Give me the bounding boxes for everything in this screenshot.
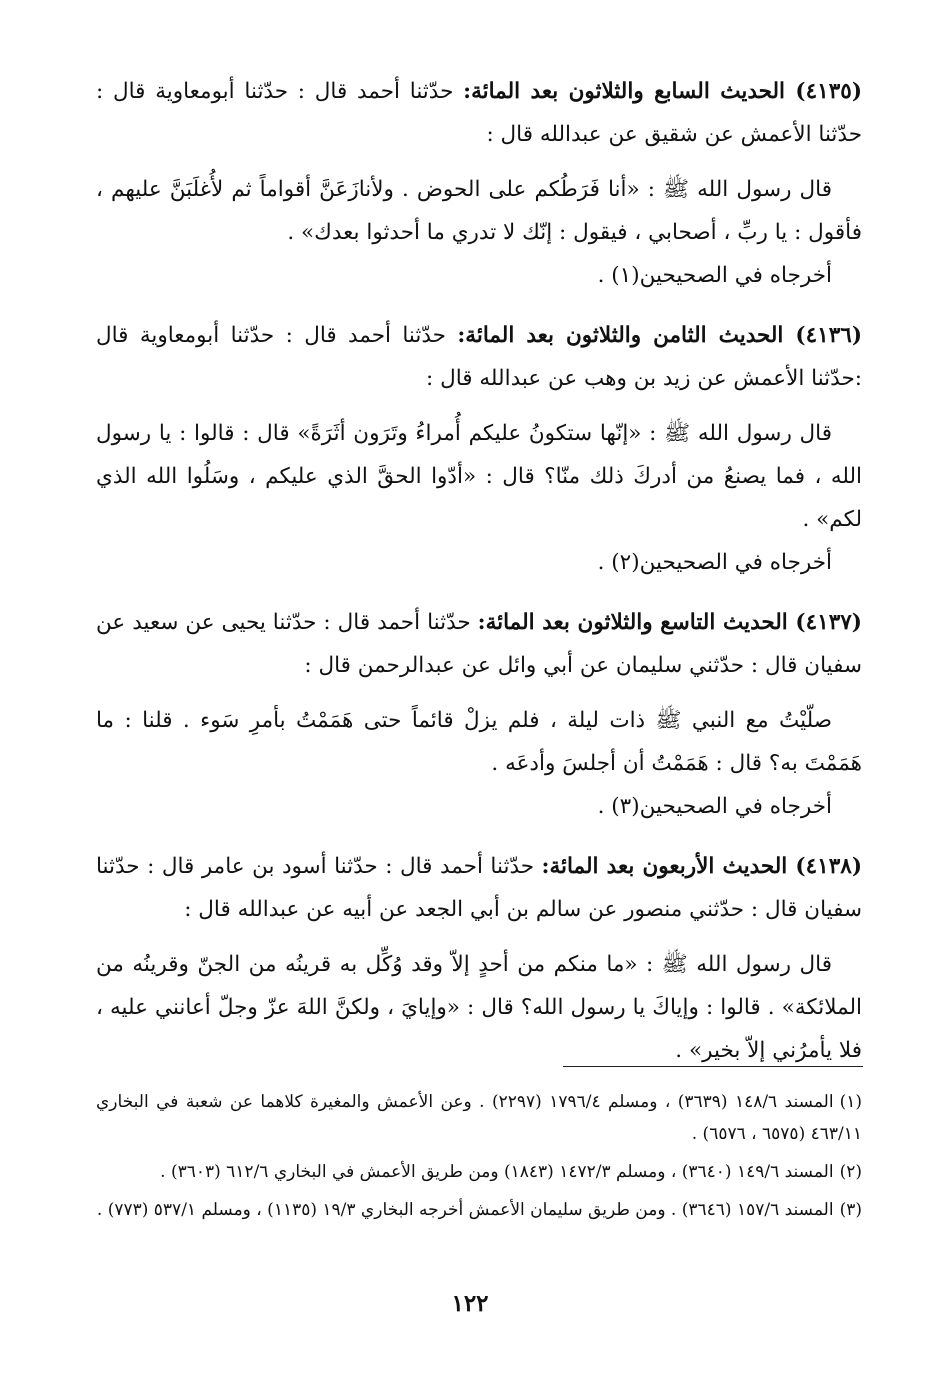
page-number: ١٢٢ xyxy=(451,1290,489,1317)
footnote-2 xyxy=(96,1156,862,1188)
hadith-isnad xyxy=(96,314,862,400)
footnote-3 xyxy=(96,1194,862,1226)
hadith-4138 xyxy=(96,845,862,1072)
footnote-divider xyxy=(563,1066,863,1067)
hadith-takhrij: أخرجاه في الصحيحين(٣) . xyxy=(597,794,832,819)
hadith-takhrij: أخرجاه في الصحيحين(٢) . xyxy=(597,550,832,575)
footnote-number: (٣) xyxy=(839,1200,862,1220)
footnote-text: المسند ١٥٧/٦ (٣٦٤٦) . ومن طريق سليمان الأعمش أخرجه البخاري ١٩/٣ (١١٣٥) ، ومسلم ٥٣٧/١ (٧٧٣) . xyxy=(96,1200,834,1220)
isnad-text: حدّثنا أحمد قال : حدّثنا أبومعاوية قال :حدّثنا الأعمش عن زيد بن وهب عن عبدالله قال : xyxy=(96,323,862,391)
footnotes xyxy=(96,1086,862,1232)
hadith-heading: (٤١٣٥) الحديث السابع والثلاثون بعد المائة: xyxy=(463,79,862,104)
hadith-heading: (٤١٣٨) الحديث الأربعون بعد المائة: xyxy=(541,854,862,879)
hadith-4137 xyxy=(96,601,862,828)
hadith-heading: (٤١٣٧) الحديث التاسع والثلاثون بعد المائة: xyxy=(477,610,862,635)
hadith-isnad xyxy=(96,601,862,687)
hadith-isnad xyxy=(96,845,862,931)
hadith-matn: قال رسول الله ﷺ : «إنّها ستكونُ عليكم أُمراءُ وتَرَون أثَرَةً» قال : قالوا : يا رسول الله ، فما يصنعُ من أدركَ ذلك منّا؟ قال : «أدّوا الحقَّ الذي عليكم ، وسَلُوا الله الذي لكم» . xyxy=(96,421,862,532)
hadith-heading: (٤١٣٦) الحديث الثامن والثلاثون بعد المائة: xyxy=(457,323,862,348)
page-body xyxy=(96,70,862,1089)
hadith-4136 xyxy=(96,314,862,584)
hadith-matn: قال رسول الله ﷺ : «أنا فَرَطُكم على الحوض . ولأنازَعَنَّ أقواماً ثم لأُغلَبَنَّ عليهم ، فأقول : يا ربِّ ، أصحابي ، فيقول : إنّك لا تدري ما أحدثوا بعدك» . xyxy=(96,177,862,245)
footnote-text: المسند ١٤٩/٦ (٣٦٤٠) ، ومسلم ١٤٧٢/٣ (١٨٤٣) ومن طريق الأعمش في البخاري ٦١٢/٦ (٣٦٠٣) . xyxy=(160,1162,834,1182)
footnote-1 xyxy=(96,1086,862,1150)
hadith-matn: صلّيْتُ مع النبي ﷺ ذات ليلة ، فلم يزلْ قائماً حتى هَمَمْتُ بأمرِ سَوء . قلنا : ما هَمَمْتَ به؟ قال : هَمَمْتُ أن أجلسَ وأدعَه . xyxy=(96,708,862,776)
isnad-text: حدّثنا أحمد قال : حدّثنا أبومعاوية قال : حدّثنا الأعمش عن شقيق عن عبدالله قال : xyxy=(96,79,862,147)
isnad-text: حدّثنا أحمد قال : حدّثنا أسود بن عامر قال : حدّثنا سفيان قال : حدّثني منصور عن سالم بن أبي الجعد عن أبيه عن عبدالله قال : xyxy=(96,854,862,922)
hadith-matn: قال رسول الله ﷺ : «ما منكم من أحدٍ إلاّ وقد وُكِّل به قرينُه من الجنّ وقرينُه من الملائكة» . قالوا : وإياكَ يا رسول الله؟ قال : «وإيايَ ، ولكنَّ اللهَ عزّ وجلّ أعانني عليه ، فلا يأمرُني إلاّ بخير» . xyxy=(96,952,862,1063)
footnote-number: (٢) xyxy=(839,1162,862,1182)
footnote-text: المسند ١٤٨/٦ (٣٦٣٩) ، ومسلم ١٧٩٦/٤ (٢٢٩٧) . وعن الأعمش والمغيرة كلاهما عن شعبة في البخاري ٤٦٣/١١ (٦٥٧٥ ، ٦٥٧٦) . xyxy=(96,1092,862,1144)
hadith-takhrij: أخرجاه في الصحيحين(١) . xyxy=(597,263,832,288)
hadith-isnad xyxy=(96,70,862,156)
isnad-text: حدّثنا أحمد قال : حدّثنا يحيى عن سعيد عن سفيان قال : حدّثني سليمان عن أبي وائل عن عبدالرحمن قال : xyxy=(96,610,862,678)
footnote-number: (١) xyxy=(839,1092,862,1112)
hadith-4135 xyxy=(96,70,862,297)
